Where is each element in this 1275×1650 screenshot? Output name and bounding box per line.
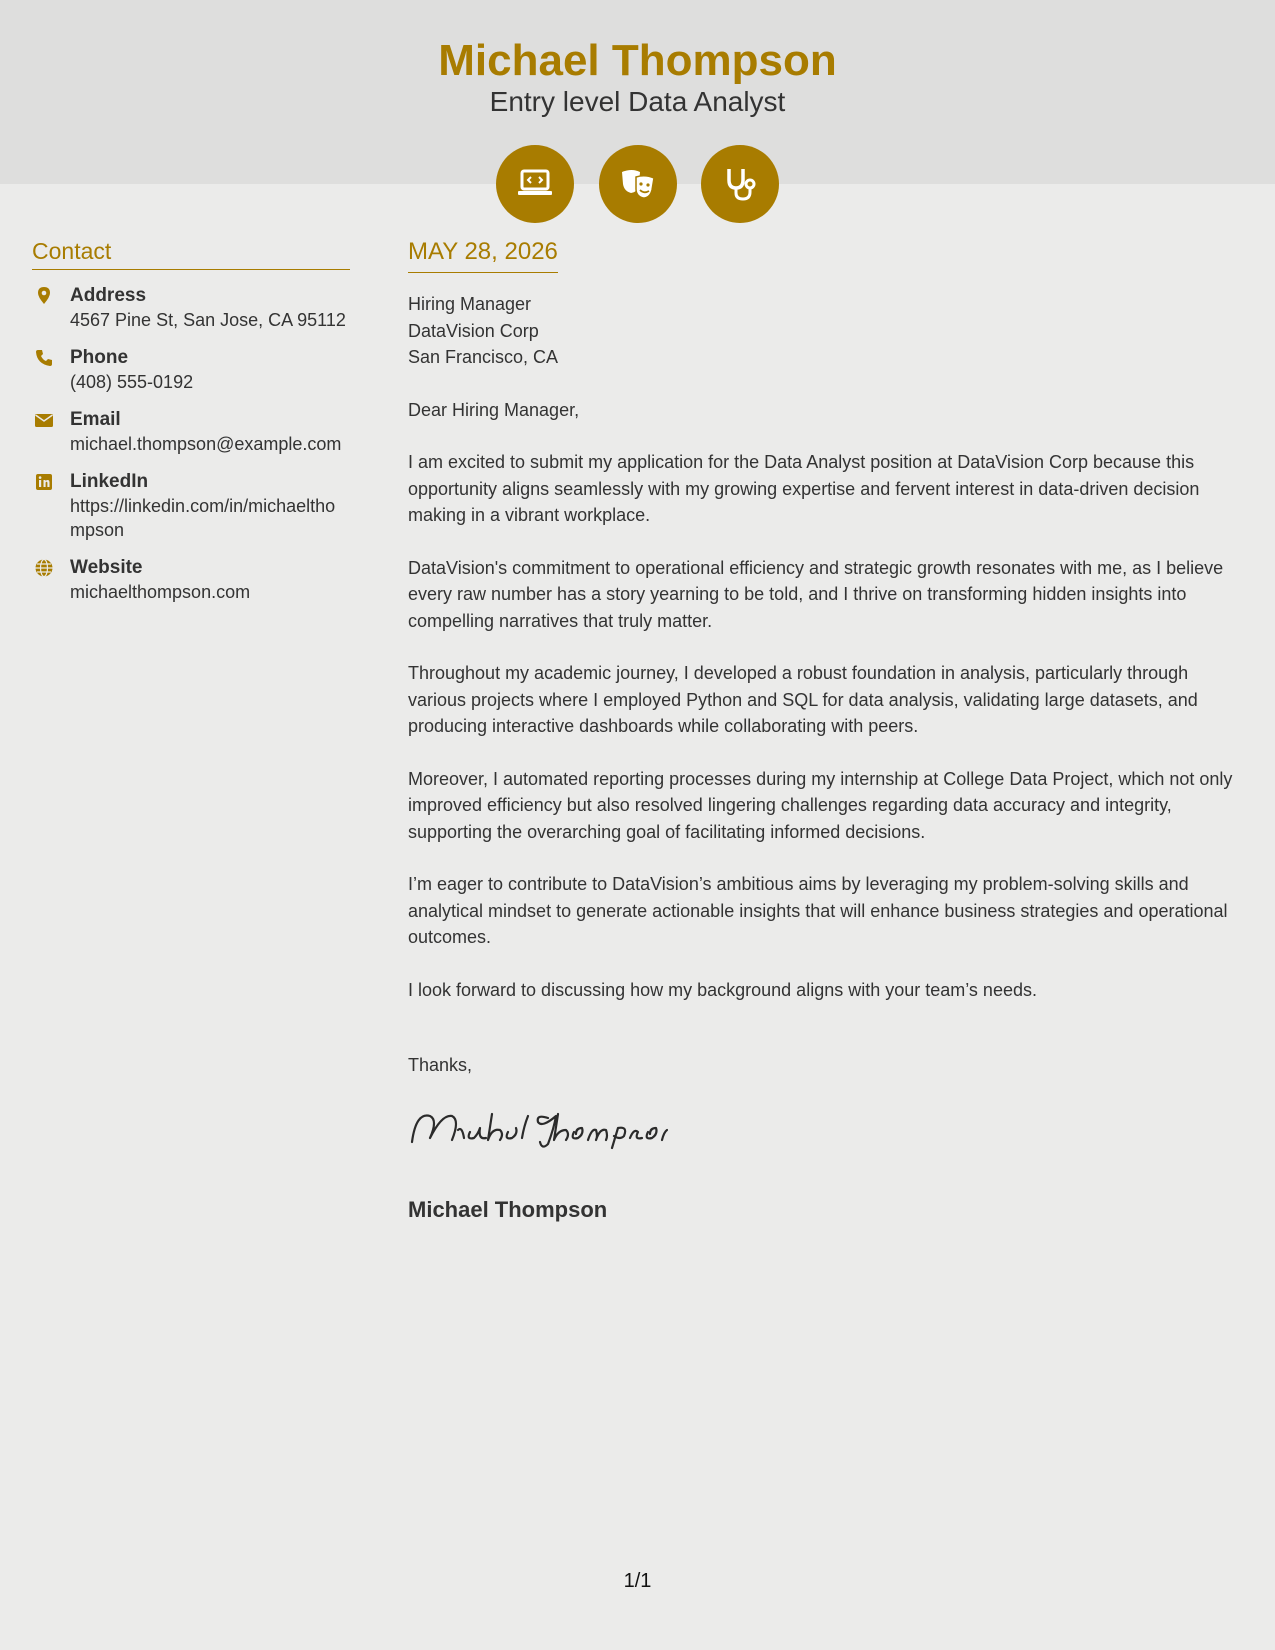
map-pin-icon xyxy=(34,286,54,306)
globe-icon xyxy=(34,558,54,578)
address-value: 4567 Pine St, San Jose, CA 95112 xyxy=(70,310,346,330)
interest-icons xyxy=(496,145,779,223)
laptop-code-icon xyxy=(496,145,574,223)
contact-label: LinkedIn xyxy=(70,471,149,492)
page-indicator: 1/1 xyxy=(623,1570,652,1592)
recipient-line: Hiring Manager xyxy=(408,294,532,314)
phone-value: (408) 555-0192 xyxy=(70,372,194,392)
contact-section xyxy=(32,238,350,604)
email-value[interactable]: michael.thompson@example.com xyxy=(70,434,342,454)
letter-date: MAY 28, 2026 xyxy=(408,238,558,273)
letter-paragraph: I’m eager to contribute to DataVision’s ambitious aims by leveraging my problem-solving skills and analytical mindset to generate actionable insights that will enhance business strategies and operational outcomes. xyxy=(408,874,1228,947)
letter-paragraph: Moreover, I automated reporting processes during my internship at College Data Project, which not only improved efficiency but also resolved lingering challenges regarding data accuracy and integrity, supporting the overarching goal of facilitating informed decisions. xyxy=(408,768,1233,842)
letter-paragraph: DataVision's commitment to operational efficiency and strategic growth resonates with me, as I believe every raw number has a story yearning to be told, and I thrive on transforming hidden insights into compelling narratives that truly matter. xyxy=(408,557,1224,631)
letter-paragraph: I look forward to discussing how my background aligns with your team’s needs. xyxy=(408,979,1037,1000)
recipient-block xyxy=(408,291,1250,371)
stethoscope-icon xyxy=(701,145,779,223)
letter-paragraph: Throughout my academic journey, I developed a robust foundation in analysis, particularly through various projects where I employed Python and SQL for data analysis, validating large datasets, and producing interactive dashboards while collaborating with peers. xyxy=(408,663,1198,736)
phone-icon xyxy=(34,348,54,368)
contact-address xyxy=(32,284,350,332)
job-title: Entry level Data Analyst xyxy=(489,86,786,117)
envelope-icon xyxy=(34,410,54,430)
closing: Thanks, xyxy=(408,1055,473,1075)
linkedin-icon xyxy=(34,472,54,492)
contact-label: Website xyxy=(70,557,143,578)
website-value[interactable]: michaelthompson.com xyxy=(70,582,251,602)
letter-paragraph: I am excited to submit my application for the Data Analyst position at DataVision Corp because this opportunity aligns seamlessly with my growing expertise and fervent interest in data-driven decision making in a vibrant workplace. xyxy=(408,452,1200,525)
handwritten-signature xyxy=(408,1104,668,1154)
recipient-line: DataVision Corp xyxy=(408,320,539,341)
contact-email xyxy=(32,408,350,456)
linkedin-value[interactable]: https://linkedin.com/in/michaelthompson xyxy=(70,496,336,540)
contact-label: Phone xyxy=(70,347,129,368)
recipient-line: San Francisco, CA xyxy=(408,347,559,367)
contact-website xyxy=(32,556,350,604)
theater-masks-icon xyxy=(599,145,677,223)
contact-phone xyxy=(32,346,350,394)
letter-body xyxy=(408,238,1250,1223)
contact-heading: Contact xyxy=(32,238,350,270)
contact-linkedin xyxy=(32,470,350,542)
salutation: Dear Hiring Manager, xyxy=(408,399,580,420)
contact-label: Address xyxy=(70,285,147,306)
signer-name: Michael Thompson xyxy=(408,1197,608,1222)
contact-label: Email xyxy=(70,409,121,430)
applicant-name: Michael Thompson xyxy=(438,36,837,85)
